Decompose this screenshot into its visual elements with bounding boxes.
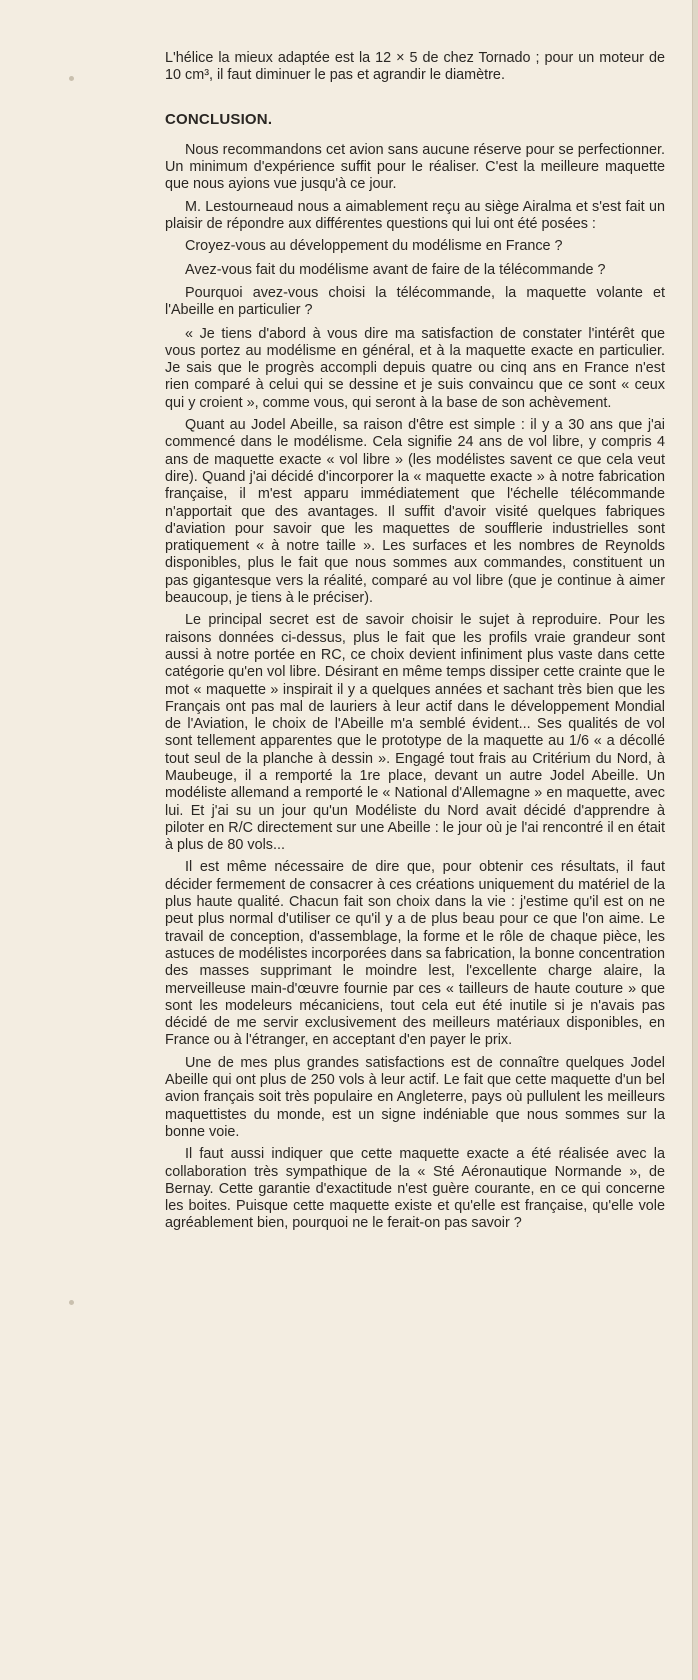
answer-paragraph-1: « Je tiens d'abord à vous dire ma satisfaction de constater l'intérêt que vous portez au modélisme en général, et à la maquette exacte en particulier. Je sais que le progrès accompli depuis quatre ou cinq ans en France n'est rien comparé à celui qui se dessine et je suis convaincu que ce sont « ceux qui y croient », comme vous, qui seront à la base de son achèvement. — [165, 325, 665, 411]
question-2: Avez-vous fait du modélisme avant de faire de la télécommande ? — [185, 261, 606, 278]
punch-hole — [69, 76, 74, 81]
paragraph-interview-intro: M. Lestourneaud nous a aimablement reçu au siège Airalma et s'est fait un plaisir de répondre aux différentes questions qui lui ont été posées : — [165, 198, 665, 233]
punch-hole — [69, 1300, 74, 1305]
answer-paragraph-2: Quant au Jodel Abeille, sa raison d'être est simple : il y a 30 ans que j'ai commencé dans le modélisme. Cela signifie 24 ans de vol libre, y compris 4 ans de maquette exacte « vol libre » (les modélistes savent ce que cela veut dire). Quand j'ai décidé d'incorporer la « maquette exacte » à notre fabrication française, il m'est apparu immédiatement que l'échelle télécommande n'apportait que des avantages. Il suffit d'avoir visité quelques fabriques d'aviation pour savoir que les maquettes de soufflerie industrielles sont pratiquement « à notre taille ». Les surfaces et les nombres de Reynolds disponibles, plus le fait que nous sommes aux commandes, constituent un pas gigantesque vers la réalité, comparé au vol libre (que je continue à aimer beaucoup, je tiens à le préciser). — [165, 417, 665, 607]
paragraph-recommendation: Nous recommandons cet avion sans aucune réserve pour se perfectionner. Un minimum d'expérience suffit pour le réaliser. C'est la meilleure maquette que nous ayions vue jusqu'à ce jour. — [165, 141, 665, 193]
answer-paragraph-3: Le principal secret est de savoir choisir le sujet à reproduire. Pour les raisons données ci-dessus, plus le fait que les profils vraie grandeur sont aussi à notre portée en RC, ce choix devient infiniment plus vaste dans cette catégorie qu'en vol libre. Désirant en même temps dissiper cette crainte que le mot « maquette » inspirait il y a quelques années et sachant très bien que les Français ont pas mal de lauriers à leur actif dans le développement Mondial de l'Aviation, le choix de l'Abeille m'a semblé évident... Ses qualités de vol sont tellement apparentes que le prototype de la maquette au 1/6 « a décollé tout seul de la planche à dessin ». Engagé tout frais au Critérium du Nord, à Maubeuge, il a remporté la 1re place, devant un autre Jodel Abeille. Un modéliste allemand a remporté le « National d'Allemagne » en maquette, avec lui. Et j'ai su un jour qu'un Modéliste du Nord avait décidé d'apprendre à piloter en R/C directement sur une Abeille : le jour où je l'ai rencontré il en était à plus de 80 vols... — [165, 612, 665, 854]
section-heading: CONCLUSION. — [165, 110, 273, 128]
page-edge — [692, 0, 698, 1680]
question-3: Pourquoi avez-vous choisi la télécommande, la maquette volante et l'Abeille en particulier ? — [165, 284, 665, 319]
answer-paragraph-6: Il faut aussi indiquer que cette maquette exacte a été réalisée avec la collaboration très sympathique de la « Sté Aéronautique Normande », de Bernay. Cette garantie d'exactitude n'est guère courante, en ce qui concerne les boites. Puisque cette maquette existe et qu'elle est française, qu'elle vole agréablement bien, pourquoi ne le ferait-on pas savoir ? — [165, 1146, 665, 1232]
intro-paragraph: L'hélice la mieux adaptée est la 12 × 5 de chez Tornado ; pour un moteur de 10 cm³, il faut diminuer le pas et agrandir le diamètre. — [165, 50, 665, 84]
answer-paragraph-4: Il est même nécessaire de dire que, pour obtenir ces résultats, il faut décider fermement de consacrer à ces créations uniquement du matériel de la plus haute qualité. Chacun fait son choix dans la vie : j'estime qu'il est on ne peut plus normal d'utiliser ce qu'il y a de plus beau pour ce que l'on aime. Le travail de conception, d'assemblage, la forme et le rôle de chaque pièce, les astuces de modélistes incorporées dans sa fabrication, la bonne concentration des masses supprimant le moindre lest, l'excellente charge alaire, la merveilleuse main-d'œuvre fournie par ces « tailleurs de haute couture » que sont les modeleurs mécaniciens, tout cela eut été inutile si je n'avais pas décidé de me servir exclusivement des meilleurs matériaux disponibles, en France ou à l'étranger, en acceptant d'en payer le prix. — [165, 859, 665, 1049]
answer-paragraph-5: Une de mes plus grandes satisfactions est de connaître quelques Jodel Abeille qui ont plus de 250 vols à leur actif. Le fait que cette maquette d'un bel avion français soit très populaire en Angleterre, pays où pullulent les meilleurs maquettistes du monde, est un signe indéniable que nous sommes sur la bonne voie. — [165, 1054, 665, 1140]
question-1: Croyez-vous au développement du modélisme en France ? — [185, 238, 563, 255]
article-column — [165, 50, 665, 1238]
